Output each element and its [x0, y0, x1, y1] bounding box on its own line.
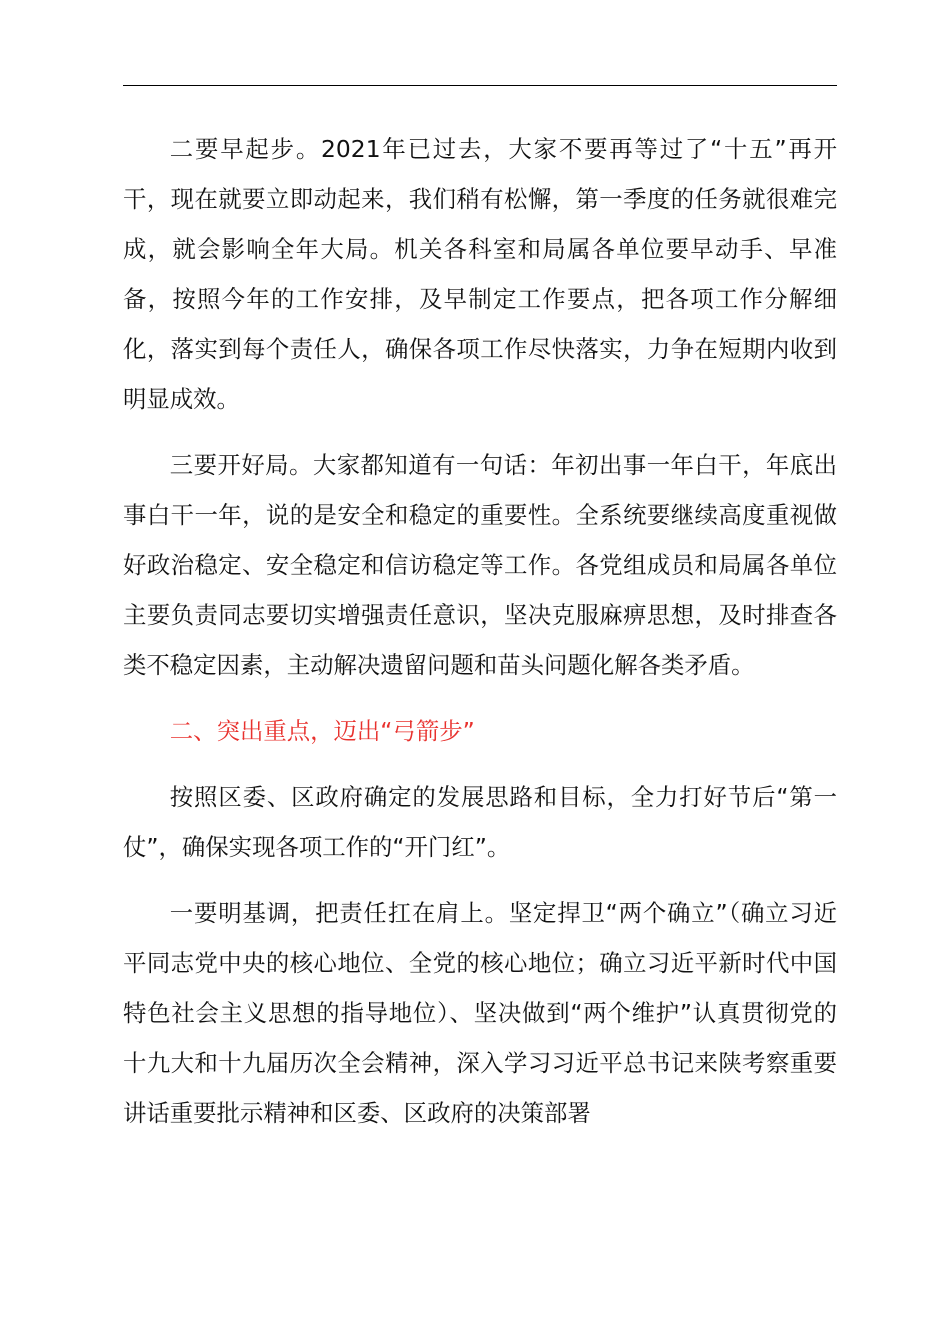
paragraph-goals: 按照区委、区政府确定的发展思路和目标，全力打好节后“第一仗”，确保实现各项工作的“开门红”。 — [123, 783, 837, 861]
paragraph-early-start: 二要早起步。2021年已过去，大家不要再等过了“十五”再开干，现在就要立即动起来，我们稍有松懈，第一季度的任务就很难完成，就会影响全年大局。机关各科室和局属各单位要早动手、早准备，按照今年的工作安排，及早制定工作要点，把各项工作分解细化，落实到每个责任人，确保各项工作尽快落实，力争在短期内收到明显成效。 — [123, 135, 837, 413]
header-rule — [123, 85, 837, 86]
paragraph-tone: 一要明基调，把责任扛在肩上。坚定捍卫“两个确立”（确立习近平同志党中央的核心地位、全党的核心地位；确立习近平新时代中国特色社会主义思想的指导地位）、坚决做到“两个维护”认真贯彻党的十九大和十九届历次全会精神，深入学习习近平总书记来陕考察重要讲话重要批示精神和区委、区政府的决策部署 — [123, 899, 837, 1127]
paragraph-good-start: 三要开好局。大家都知道有一句话：年初出事一年白干，年底出事白干一年，说的是安全和稳定的重要性。全系统要继续高度重视做好政治稳定、安全稳定和信访稳定等工作。各党组成员和局属各单位主要负责同志要切实增强责任意识，坚决克服麻痹思想，及时排查各类不稳定因素，主动解决遗留问题和苗头问题化解各类矛盾。 — [123, 451, 837, 679]
document-body — [123, 124, 837, 1138]
section-heading: 二、突出重点，迈出“弓箭步” — [169, 717, 475, 745]
